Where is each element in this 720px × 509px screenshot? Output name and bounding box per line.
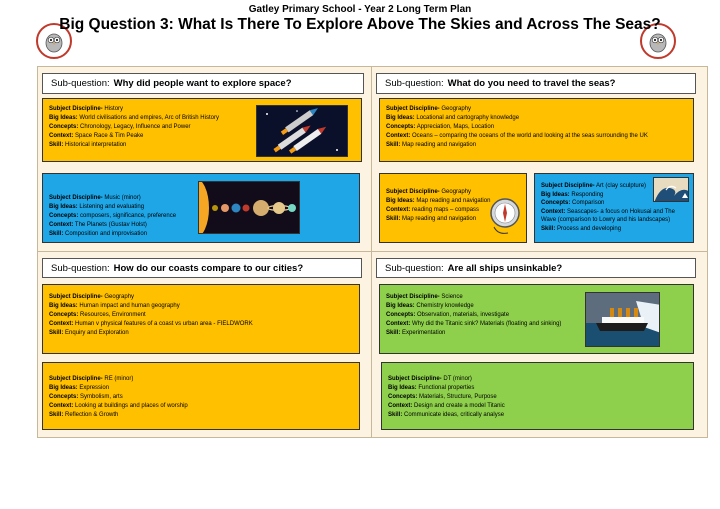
field-label-big-ideas: Big Ideas:	[541, 191, 570, 198]
field-label-concepts: Concepts:	[49, 394, 79, 400]
field-label-discipline: Subject Discipline-	[388, 376, 442, 382]
field-label-context: Context:	[49, 321, 74, 327]
field-value-skill: Communicate ideas, critically analyse	[404, 412, 505, 418]
field-value-question: How do our coasts compare to our cities?	[113, 262, 304, 274]
field-value-concepts: Observation, materials, investigate	[417, 312, 510, 318]
field-label-skill: Skill:	[386, 330, 401, 336]
field-label-big-ideas: Big Ideas:	[386, 198, 415, 204]
field-label-sub-prefix: Sub-question:	[385, 262, 444, 274]
field-label-concepts: Concepts:	[541, 200, 571, 207]
field-label-context: Context:	[386, 207, 411, 213]
sub-question-text: Why did people want to explore space?	[113, 78, 292, 89]
field-label-discipline: Subject Discipline-	[386, 294, 440, 300]
field-value-context: Looking at buildings and places of worship	[75, 403, 188, 409]
field-value-skill: Map reading and navigation	[402, 142, 477, 148]
field-value-big-ideas: Listening and evaluating	[79, 204, 145, 210]
field-label-skill: Skill:	[388, 412, 403, 418]
field-value-skill: Composition and improvisation	[65, 231, 148, 237]
titanic-image	[585, 292, 660, 347]
field-value-question: Are all ships unsinkable?	[447, 262, 563, 274]
field-value-context: The Planets (Gustav Holst)	[74, 222, 147, 228]
field-label-big-ideas: Big Ideas:	[49, 204, 78, 210]
field-label-concepts: Concepts:	[49, 124, 79, 130]
field-label-discipline: Subject Discipline-	[541, 183, 595, 189]
field-value-concepts: Symbolism, arts	[80, 394, 123, 400]
field-value-discipline: Science	[441, 294, 463, 300]
school-title: Gatley Primary School - Year 2 Long Term Plan	[248, 4, 472, 15]
field-label-concepts: Concepts:	[386, 124, 416, 130]
sub-question-space	[42, 73, 364, 94]
card-geography-coasts	[42, 284, 360, 354]
field-label-context: Context:	[49, 222, 74, 228]
field-label-skill: Skill:	[386, 142, 401, 148]
field-label-big-ideas: Big Ideas:	[388, 385, 417, 391]
card-geography-oceans	[379, 98, 694, 162]
field-value-discipline: Geography	[441, 106, 472, 112]
vertical-divider	[371, 66, 372, 438]
field-label-skill: Skill:	[49, 412, 64, 418]
field-label-big-ideas: Big Ideas:	[49, 303, 78, 309]
field-label-big-ideas: Big Ideas:	[49, 385, 78, 391]
field-label-discipline: Subject Discipline-	[49, 195, 103, 201]
field-value-big-ideas: Functional properties	[418, 385, 475, 391]
field-value-concepts: Chronology, Legacy, Influence and Power	[80, 124, 191, 130]
field-label-big-ideas: Big Ideas:	[49, 115, 78, 121]
field-value-skill: Experimentation	[402, 330, 446, 336]
planets-image	[198, 181, 300, 234]
field-value-discipline: DT (minor)	[443, 376, 472, 382]
field-value-big-ideas: Map reading and navigation	[416, 198, 491, 204]
card-dt	[381, 362, 694, 430]
sub-question-coasts	[42, 258, 362, 278]
field-value-skill: Reflection & Growth	[65, 412, 119, 418]
card-re	[42, 362, 360, 430]
field-label-discipline: Subject Discipline-	[49, 294, 103, 300]
field-value-concepts: Comparison	[572, 200, 605, 207]
field-value-concepts: Appreciation, Maps, Location	[416, 124, 495, 130]
field-label-discipline: Subject Discipline-	[49, 376, 103, 382]
rockets-image	[256, 105, 348, 157]
field-label-concepts: Concepts:	[386, 312, 416, 318]
field-label-big-ideas: Big Ideas:	[386, 303, 415, 309]
field-label-skill: Skill:	[49, 142, 64, 148]
compass-image	[488, 193, 522, 237]
field-value-discipline: History	[104, 106, 124, 112]
field-label-sub-prefix: Sub-question:	[385, 78, 444, 89]
field-value-concepts: Materials, Structure, Purpose	[419, 394, 497, 400]
field-value-discipline: Music (minor)	[104, 195, 141, 201]
field-value-discipline: Geography	[104, 294, 135, 300]
field-value-discipline: Art (clay sculpture)	[596, 183, 647, 189]
field-value-context: reading maps – compass	[412, 207, 480, 213]
field-value-context: Seascapes- a focus on Hokusai and The Wave (comparison to Lowry and his landscapes)	[541, 208, 675, 224]
field-value-context: Human v physical features of a coast vs urban area - FIELDWORK	[75, 321, 253, 327]
field-value-skill: Process and developing	[557, 225, 622, 232]
field-label-context: Context:	[49, 403, 74, 409]
field-value-big-ideas: Locational and cartography knowledge	[416, 115, 520, 121]
field-value-discipline: Geography	[441, 189, 472, 195]
field-label-context: Context:	[386, 133, 411, 139]
field-value-concepts: Resources, Environment	[80, 312, 146, 318]
big-question-title: Big Question 3: What Is There To Explore Above The Skies and Across The Seas?	[59, 16, 661, 33]
field-value-skill: Enquiry and Exploration	[65, 330, 129, 336]
field-label-skill: Skill:	[49, 330, 64, 336]
sub-question-prefix: Sub-question:	[51, 78, 110, 89]
field-label-concepts: Concepts:	[388, 394, 418, 400]
field-value-big-ideas: Human impact and human geography	[79, 303, 180, 309]
field-value-concepts: composers, significance, preference	[80, 213, 177, 219]
sub-question-ships	[376, 258, 696, 278]
field-label-concepts: Concepts:	[49, 312, 79, 318]
field-value-context: Why did the Titanic sink? Materials (floating and sinking)	[412, 321, 562, 327]
field-value-big-ideas: Responding	[571, 191, 604, 198]
field-label-skill: Skill:	[541, 225, 556, 232]
field-value-context: Design and create a model Titanic	[414, 403, 505, 409]
field-value-skill: Historical interpretation	[65, 142, 127, 148]
horizontal-divider	[37, 251, 708, 252]
field-label-discipline: Subject Discipline-	[386, 106, 440, 112]
field-value-discipline: RE (minor)	[104, 376, 134, 382]
field-label-sub-prefix: Sub-question:	[51, 262, 110, 274]
field-label-context: Context:	[386, 321, 411, 327]
wave-image	[653, 177, 689, 202]
field-value-big-ideas: Chemistry knowledge	[416, 303, 474, 309]
field-label-context: Context:	[388, 403, 413, 409]
field-value-skill: Map reading and navigation	[402, 216, 477, 222]
field-value-big-ideas: World civilisations and empires, Arc of British History	[79, 115, 219, 121]
field-label-discipline: Subject Discipline-	[49, 106, 103, 112]
field-label-big-ideas: Big Ideas:	[386, 115, 415, 121]
sub-question-seas	[376, 73, 696, 94]
field-label-concepts: Concepts:	[49, 213, 79, 219]
field-label-skill: Skill:	[386, 216, 401, 222]
field-value-big-ideas: Expression	[79, 385, 110, 391]
field-value-context: Space Race & Tim Peake	[75, 133, 144, 139]
field-label-context: Context:	[541, 208, 566, 215]
field-value-question: What do you need to travel the seas?	[447, 78, 616, 89]
field-label-skill: Skill:	[49, 231, 64, 237]
field-label-discipline: Subject Discipline-	[386, 189, 440, 195]
field-label-context: Context:	[49, 133, 74, 139]
field-value-context: Oceans – comparing the oceans of the world and looking at the seas surrounding the UK	[412, 133, 648, 139]
